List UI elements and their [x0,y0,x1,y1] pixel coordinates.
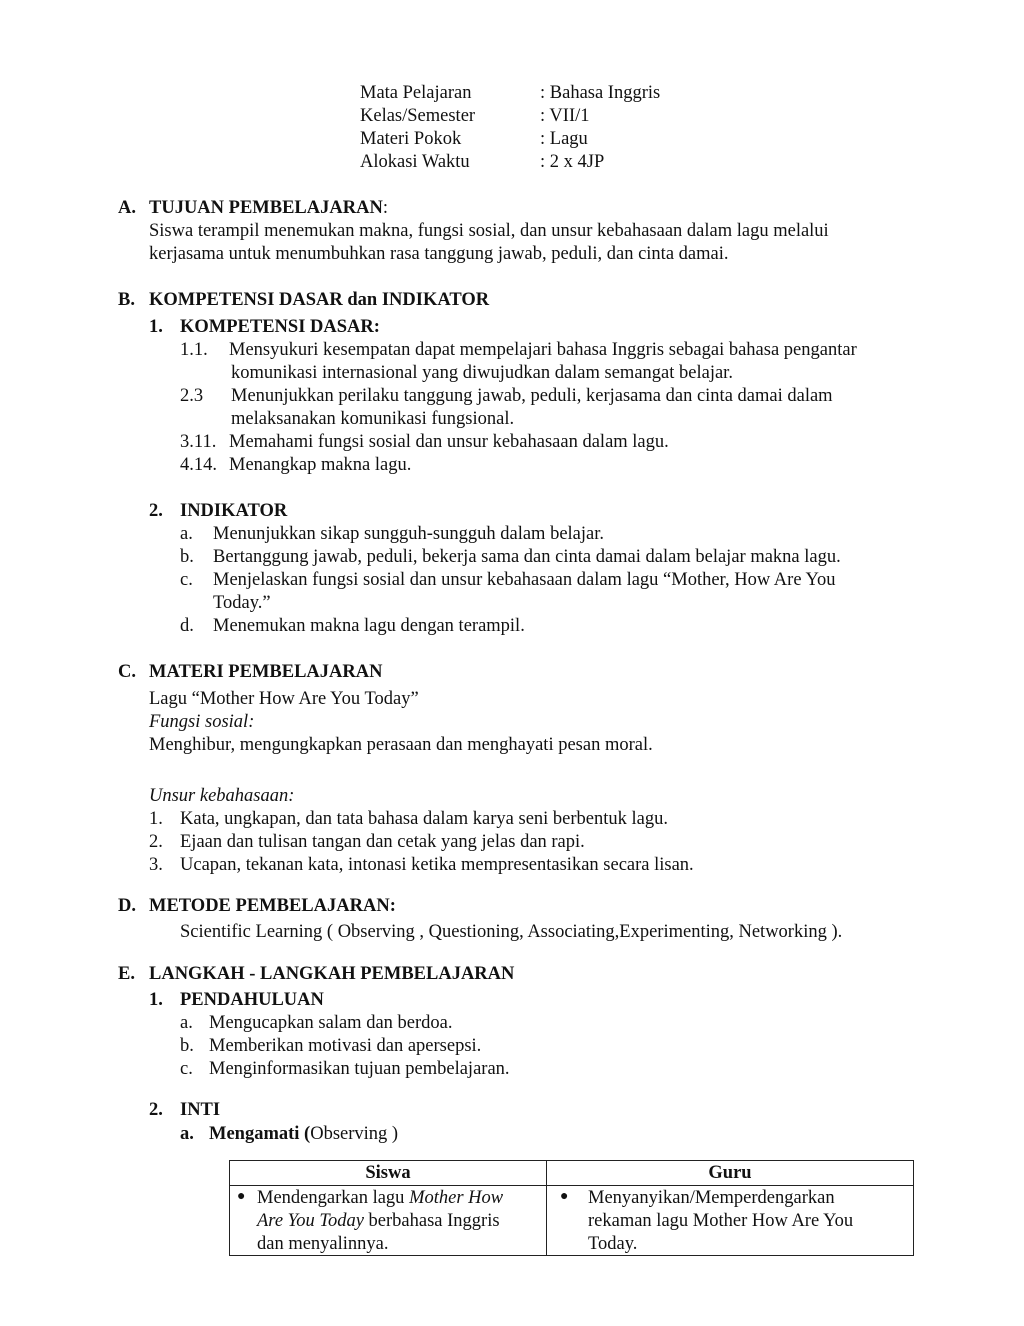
header-label: Alokasi Waktu [360,152,470,172]
list-item-text: Memahami fungsi sosial dan unsur kebahasaan dalam lagu. [229,432,669,452]
section-title: METODE PEMBELAJARAN: [149,896,396,916]
section-title: TUJUAN PEMBELAJARAN [149,198,383,218]
list-item-number: 4.14. [180,455,217,475]
header-label: Mata Pelajaran [360,83,472,103]
list-item-text: Bertanggung jawab, peduli, bekerja sama dan cinta damai dalam belajar makna lagu. [213,547,841,567]
list-item-text: Kata, ungkapan, dan tata bahasa dalam karya seni berbentuk lagu. [180,809,669,829]
activity-table [229,1160,914,1256]
siswa-line: dan menyalinnya. [257,1234,389,1254]
list-item-number: 2.3 [180,386,204,406]
table-header-siswa: Siswa [365,1163,411,1183]
list-item-number: d. [180,616,194,636]
section-title: KOMPETENSI DASAR dan INDIKATOR [149,290,490,310]
activity-title-rest: Observing ) [310,1124,399,1144]
fungsi-text: Menghibur, mengungkapkan perasaan dan menghayati pesan moral. [149,735,653,755]
method-text: Scientific Learning ( Observing , Questioning, Associating,Experimenting, Networking ). [180,922,843,942]
header-value: : 2 x 4JP [540,152,605,172]
section-letter: D. [118,896,136,916]
section-title: MATERI PEMBELAJARAN [149,662,383,682]
list-item-number: a. [180,1013,193,1033]
song-title-italic: Mother How [409,1188,504,1208]
list-item-text: Menginformasikan tujuan pembelajaran. [209,1059,510,1079]
header-value: : Bahasa Inggris [540,83,661,103]
paragraph-line: Siswa terampil menemukan makna, fungsi sosial, dan unsur kebahasaan dalam lagu melalui [149,221,829,241]
header-value: : VII/1 [540,106,590,126]
bullet-icon: ● [237,1189,246,1204]
guru-line: Today. [588,1234,638,1254]
subsection-title: KOMPETENSI DASAR: [180,317,380,337]
list-item-text: Mengucapkan salam dan berdoa. [209,1013,453,1033]
activity-title [209,1123,398,1145]
guru-line: rekaman lagu Mother How Are You [588,1211,854,1231]
heading-colon: : [382,198,388,218]
list-item-text: Memberikan motivasi dan apersepsi. [209,1036,482,1056]
list-item-number: c. [180,1059,193,1079]
header-divider [230,1185,913,1186]
section-title: LANGKAH - LANGKAH PEMBELAJARAN [149,964,515,984]
subsection-title: PENDAHULUAN [180,990,324,1010]
section-letter: B. [118,290,135,310]
list-item-text: Today.” [213,593,271,613]
list-item-text: Menunjukkan perilaku tanggung jawab, peduli, kerjasama dan cinta damai dalam [231,386,833,406]
list-item-number: a. [180,524,193,544]
siswa-line [257,1187,503,1210]
bullet-icon: ● [560,1189,569,1204]
header-value: : Lagu [540,129,588,149]
list-item-number: c. [180,570,193,590]
subsection-number: 2. [149,501,163,521]
fungsi-label: Fungsi sosial: [149,712,255,732]
list-item-text: melaksanakan komunikasi fungsional. [231,409,515,429]
list-item-text: komunikasi internasional yang diwujudkan dalam semangat belajar. [231,363,733,383]
activity-letter: a. [180,1124,194,1144]
list-item-text: Menjelaskan fungsi sosial dan unsur kebahasaan dalam lagu “Mother, How Are You [213,570,836,590]
siswa-text: Mendengarkan lagu [257,1188,410,1208]
list-item-number: 2. [149,832,163,852]
header-label: Kelas/Semester [360,106,476,126]
list-item-number: 3. [149,855,163,875]
list-item-text: Menunjukkan sikap sungguh-sungguh dalam belajar. [213,524,605,544]
song-title-italic: Are You Today [257,1211,364,1231]
list-item-text: Ucapan, tekanan kata, intonasi ketika mempresentasikan secara lisan. [180,855,694,875]
subsection-number: 1. [149,317,163,337]
section-letter: C. [118,662,136,682]
activity-title-bold: Mengamati ( [209,1124,311,1144]
list-item-text: Menemukan makna lagu dengan terampil. [213,616,525,636]
section-heading [149,197,388,219]
list-item-number: 3.11. [180,432,217,452]
section-letter: A. [118,198,136,218]
section-letter: E. [118,964,135,984]
header-label: Materi Pokok [360,129,462,149]
guru-line: Menyanyikan/Memperdengarkan [588,1188,835,1208]
table-header-guru: Guru [708,1163,752,1183]
siswa-text: berbahasa Inggris [363,1211,500,1231]
list-item-number: 1. [149,809,163,829]
paragraph-line: kerjasama untuk menumbuhkan rasa tanggung jawab, peduli, dan cinta damai. [149,244,729,264]
list-item-text: Menangkap makna lagu. [229,455,412,475]
list-item-number: 1.1. [180,340,208,360]
siswa-line [257,1210,500,1233]
subsection-number: 2. [149,1100,163,1120]
subsection-number: 1. [149,990,163,1010]
list-item-number: b. [180,1036,194,1056]
subsection-title: INDIKATOR [180,501,288,521]
song-title: Lagu “Mother How Are You Today” [149,689,419,709]
list-item-number: b. [180,547,194,567]
list-item-text: Mensyukuri kesempatan dapat mempelajari bahasa Inggris sebagai bahasa pengantar [229,340,857,360]
unsur-label: Unsur kebahasaan: [149,786,295,806]
list-item-text: Ejaan dan tulisan tangan dan cetak yang jelas dan rapi. [180,832,585,852]
subsection-title: INTI [180,1100,221,1120]
